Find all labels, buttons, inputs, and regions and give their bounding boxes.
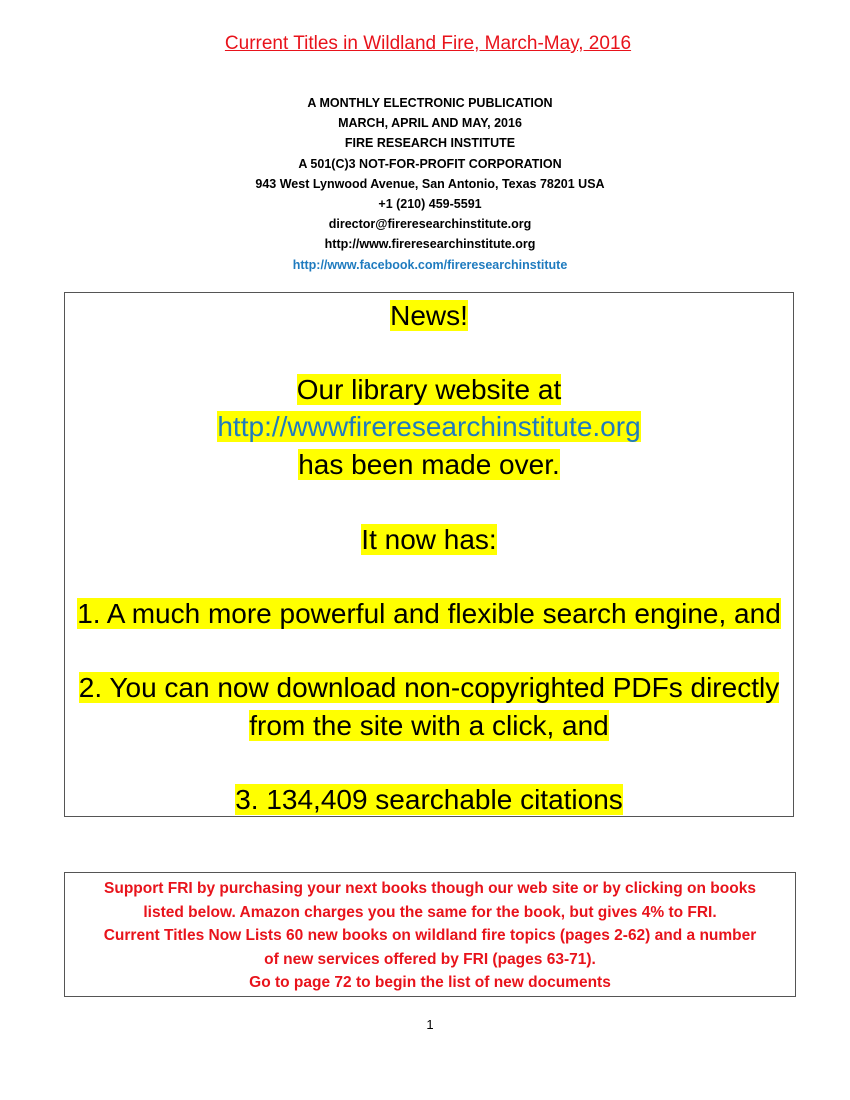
news-item-2b-row: [65, 707, 793, 744]
news-item-3: 3. 134,409 searchable citations: [235, 784, 623, 815]
news-box: [64, 292, 794, 817]
news-item-2a-row: [65, 669, 793, 706]
news-item-2a: 2. You can now download non-copyrighted PDFs directly: [78, 672, 780, 703]
news-item-1-row: [65, 595, 793, 632]
news-heading-row: [65, 297, 793, 334]
news-line-4-row: [65, 521, 793, 558]
header-line-email[interactable]: director@fireresearchinstitute.org: [328, 217, 532, 232]
header-line-org-name: FIRE RESEARCH INSTITUTE: [344, 136, 516, 151]
news-line-3-row: [65, 446, 793, 483]
header-line-publication-type: A MONTHLY ELECTRONIC PUBLICATION: [307, 96, 553, 110]
news-line-1-row: [65, 371, 793, 408]
support-line-3: Current Titles Now Lists 60 new books on wildland fire topics (pages 2-62) and a number: [103, 927, 757, 944]
news-line-4: It now has:: [361, 524, 497, 555]
document-title-link[interactable]: Current Titles in Wildland Fire, March-May, 2016: [224, 33, 632, 54]
header-line-address: 943 West Lynwood Avenue, San Antonio, Texas 78201 USA: [255, 176, 605, 191]
news-website-link[interactable]: http://wwwfireresearchinstitute.org: [217, 411, 641, 442]
news-line-3: has been made over.: [298, 449, 560, 480]
header-line-issue-date: MARCH, APRIL AND MAY, 2016: [338, 116, 522, 131]
support-line-4: of new services offered by FRI (pages 63-71).: [264, 950, 596, 968]
news-link-row: [65, 408, 793, 445]
header-line-org-status: A 501(C)3 NOT-FOR-PROFIT CORPORATION: [298, 156, 562, 171]
news-line-1: Our library website at: [296, 374, 562, 405]
support-line-5: Go to page 72 to begin the list of new documents: [249, 974, 611, 991]
news-heading: News!: [390, 300, 468, 331]
support-line-2: listed below. Amazon charges you the same for the book, but gives 4% to FRI.: [143, 903, 717, 921]
page-number: 1: [426, 1017, 434, 1032]
support-box: [64, 872, 796, 997]
header-line-facebook-link[interactable]: http://www.facebook.com/fireresearchinstitute: [292, 257, 568, 272]
news-item-3-row: [65, 781, 793, 818]
publication-header: [0, 93, 850, 275]
news-item-2b: from the site with a click, and: [249, 710, 609, 741]
news-item-1: 1. A much more powerful and flexible search engine, and: [77, 598, 781, 629]
support-line-1: Support FRI by purchasing your next books though our web site or by clicking on books: [104, 880, 756, 897]
header-line-phone: +1 (210) 459-5591: [378, 197, 482, 212]
header-line-website[interactable]: http://www.fireresearchinstitute.org: [324, 237, 536, 252]
